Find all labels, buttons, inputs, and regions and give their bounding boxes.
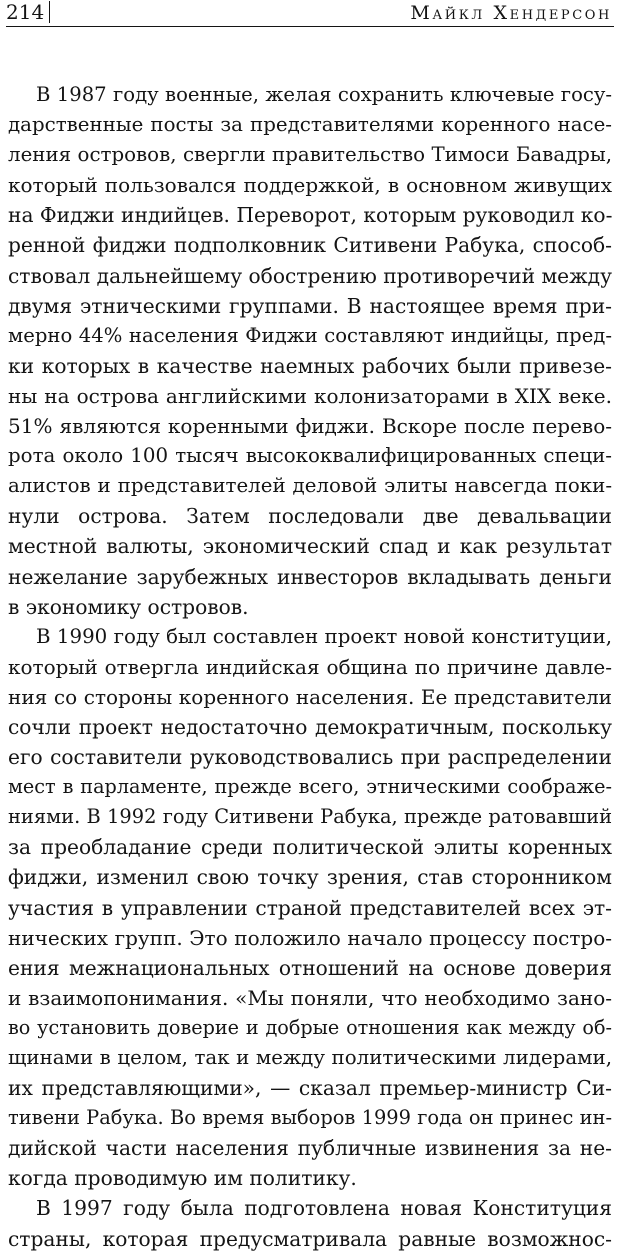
text-line: нули острова. Затем последовали две девальвации	[8, 504, 612, 529]
paragraph	[8, 1193, 612, 1253]
text-line: ления островов, свергли правительство Тимоси Бавадры,	[8, 143, 612, 167]
text-line: его составители руководствовались при распределении	[8, 745, 612, 770]
text-line: рота около 100 тысяч высококвалифицированных специ-	[8, 444, 612, 468]
text-line: щинами в целом, так и между политическими лидерами,	[8, 1046, 612, 1069]
text-line: за преобладание среди политической элиты коренных	[8, 835, 612, 860]
text-line: который отвергла индийская община по причине давле-	[8, 654, 612, 679]
text-line: ренной фиджи подполковник Ситивени Рабука, способ-	[8, 233, 612, 258]
page-number: 214	[6, 1, 50, 23]
running-header	[6, 0, 614, 27]
text-line: нежелание зарубежных инвесторов вкладывать деньги	[8, 564, 612, 589]
paragraph	[8, 622, 612, 1194]
text-line: ки которых в качестве наемных рабочих были привезе-	[8, 353, 612, 378]
text-line: нических групп. Это положило начало процессу постро-	[8, 925, 612, 950]
text-line: мест в парламенте, прежде всего, этническими соображе-	[8, 775, 612, 799]
text-line: во установить доверие и добрые отношения как между об-	[8, 1015, 612, 1039]
text-line: дарственные посты за представителями коренного насе-	[8, 113, 612, 137]
text-line: и взаимопонимания. «Мы поняли, что необходимо зано-	[8, 985, 612, 1010]
text-line: дийской части населения публичные извинения за не-	[8, 1136, 612, 1161]
text-line: двумя этническими группами. В настоящее время при-	[8, 293, 612, 318]
text-line: фиджи, изменил свою точку зрения, став сторонником	[8, 865, 612, 890]
text-line: когда проводимую им политику.	[8, 1166, 357, 1191]
text-line: их представляющими», — сказал премьер-министр Си-	[8, 1076, 612, 1101]
text-line: в экономику островов.	[8, 594, 249, 619]
text-line: мерно 44% населения Фиджи составляют индийцы, пред-	[8, 323, 612, 347]
paragraph	[8, 80, 612, 622]
text-line: В 1990 году был составлен проект новой конституции,	[36, 624, 612, 648]
text-line: сочли проект недостаточно демократичным, поскольку	[8, 714, 612, 739]
text-line: на Фиджи индийцев. Переворот, которым руководил ко-	[8, 203, 613, 228]
text-line: ниями. В 1992 году Ситивени Рабука, прежде ратовавший	[8, 805, 612, 829]
text-line: В 1987 году военные, желая сохранить ключевые госу-	[36, 83, 612, 106]
text-line: который пользовался поддержкой, в основном живущих	[8, 173, 612, 198]
text-line: местной валюты, экономический спад и как результат	[8, 534, 612, 559]
text-line: ны на острова английскими колонизаторами в XIX веке.	[8, 383, 612, 408]
text-line: ения межнациональных отношений на основе доверия	[8, 955, 612, 980]
text-line: участия в управлении страной представителей всех эт-	[8, 895, 612, 920]
text-line: В 1997 году была подготовлена новая Конституция	[36, 1196, 612, 1221]
text-line: ния со стороны коренного населения. Ее представители	[8, 684, 612, 709]
running-title: Майкл Хендерсон	[410, 2, 612, 24]
body-text	[8, 80, 612, 1254]
text-line: страны, которая предусматривала равные возможнос-	[8, 1226, 612, 1251]
text-line: 51% являются коренными фиджи. Вскоре после перево-	[8, 414, 612, 439]
text-line: алистов и представителей деловой элиты навсегда поки-	[8, 474, 612, 498]
text-line: ствовал дальнейшему обострению противоречий между	[8, 263, 612, 288]
text-line: тивени Рабука. Во время выборов 1999 года он принес ин-	[8, 1106, 612, 1130]
